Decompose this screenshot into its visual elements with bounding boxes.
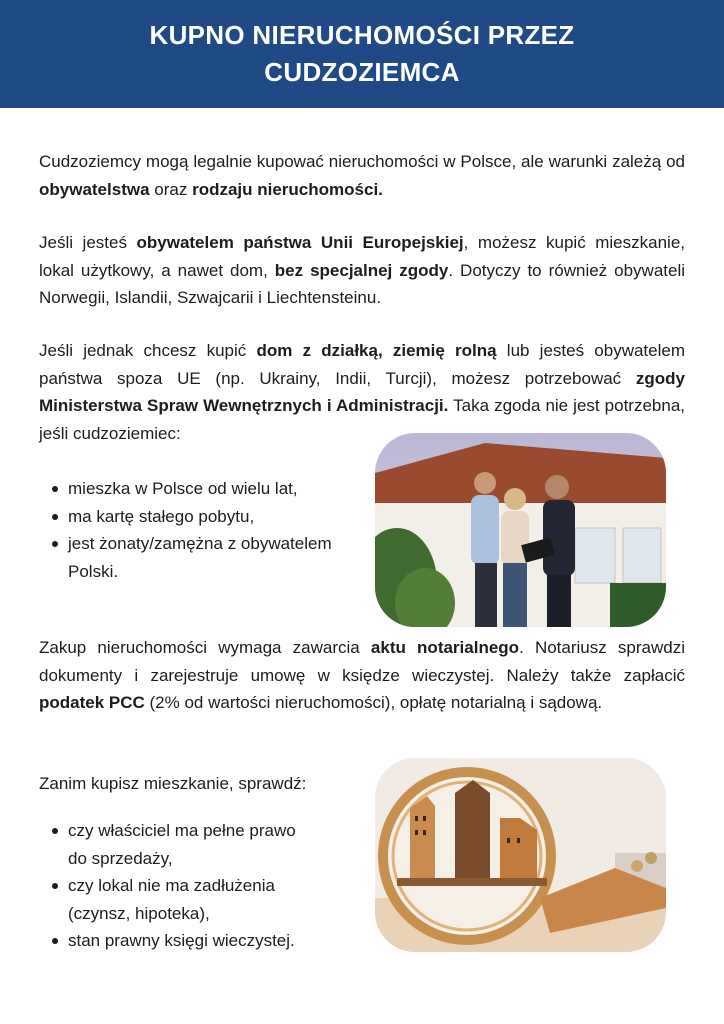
header-title-line-2: CUDZOZIEMCA xyxy=(264,57,460,87)
text: lub jesteś obywatelem państwa spoza UE (np. Ukrainy, Indii, Turcji), możesz potrzebować xyxy=(39,341,685,388)
text: . Notariusz sprawdzi dokumenty i zarejestruje umowę w księdze wieczystej. Należy także zapłacić xyxy=(39,638,686,685)
text: , możesz kupić mieszkanie, lokal użytkowy, a nawet dom, xyxy=(39,233,686,280)
bold-text: zgody Ministerstwa Spraw Wewnętrznych i Administracji. xyxy=(39,368,685,415)
text: (2% od wartości nieruchomości), opłatę notarialną i sądową. xyxy=(144,693,603,712)
exemptions-list xyxy=(50,475,332,585)
bold-text: podatek PCC xyxy=(39,693,145,712)
list-item: ma kartę stałego pobytu, xyxy=(50,503,332,531)
magnifier-houses-illustration xyxy=(375,758,666,952)
text: Jeśli jednak chcesz kupić xyxy=(39,341,257,360)
paragraph-check: Zanim kupisz mieszkanie, sprawdź: xyxy=(39,774,307,793)
list-item: jest żonaty/zamężna z obywatelem xyxy=(50,530,332,558)
list-item: czy lokal nie ma zadłużenia xyxy=(50,872,296,900)
paragraph-notary xyxy=(39,634,685,717)
magnifier-houses-photo xyxy=(375,758,666,952)
people-house-illustration xyxy=(375,433,666,627)
text: Cudzoziemcy mogą legalnie kupować nieruchomości w Polsce, ale warunki zależą od xyxy=(39,152,685,171)
bold-text: rodzaju nieruchomości. xyxy=(192,179,383,199)
list-item-continuation: Polski. xyxy=(68,561,119,581)
text: oraz xyxy=(149,179,193,199)
text: Zakup nieruchomości wymaga zawarcia xyxy=(39,638,371,657)
list-item: mieszka w Polsce od wielu lat, xyxy=(50,475,332,503)
paragraph-eu-citizens xyxy=(39,229,685,312)
text: . Dotyczy to również obywateli Norwegii, Islandii, Szwajcarii i Liechtensteinu. xyxy=(39,260,686,307)
text: Jeśli jesteś xyxy=(39,233,137,252)
bold-text: dom z działką, ziemię rolną xyxy=(256,341,497,360)
bold-text: obywatelstwa xyxy=(39,179,150,199)
page-header xyxy=(0,0,724,108)
list-item: czy właściciel ma pełne prawo xyxy=(50,817,296,845)
bold-text: bez specjalnej zgody xyxy=(274,260,449,280)
check-list xyxy=(50,817,296,955)
list-item-continuation: do sprzedaży, xyxy=(68,848,173,868)
list-item-continuation: (czynsz, hipoteka), xyxy=(68,903,210,923)
bold-text: obywatelem państwa Unii Europejskiej xyxy=(136,233,464,252)
people-house-photo xyxy=(375,433,666,627)
text: Taka zgoda nie jest potrzebna, jeśli cudzoziemiec: xyxy=(39,396,685,443)
list-item: stan prawny księgi wieczystej. xyxy=(50,927,296,955)
paragraph-non-eu xyxy=(39,337,685,447)
paragraph-intro xyxy=(39,148,685,203)
header-title-line-1: KUPNO NIERUCHOMOŚCI PRZEZ xyxy=(149,20,575,50)
bold-text: aktu notarialnego xyxy=(370,638,520,657)
